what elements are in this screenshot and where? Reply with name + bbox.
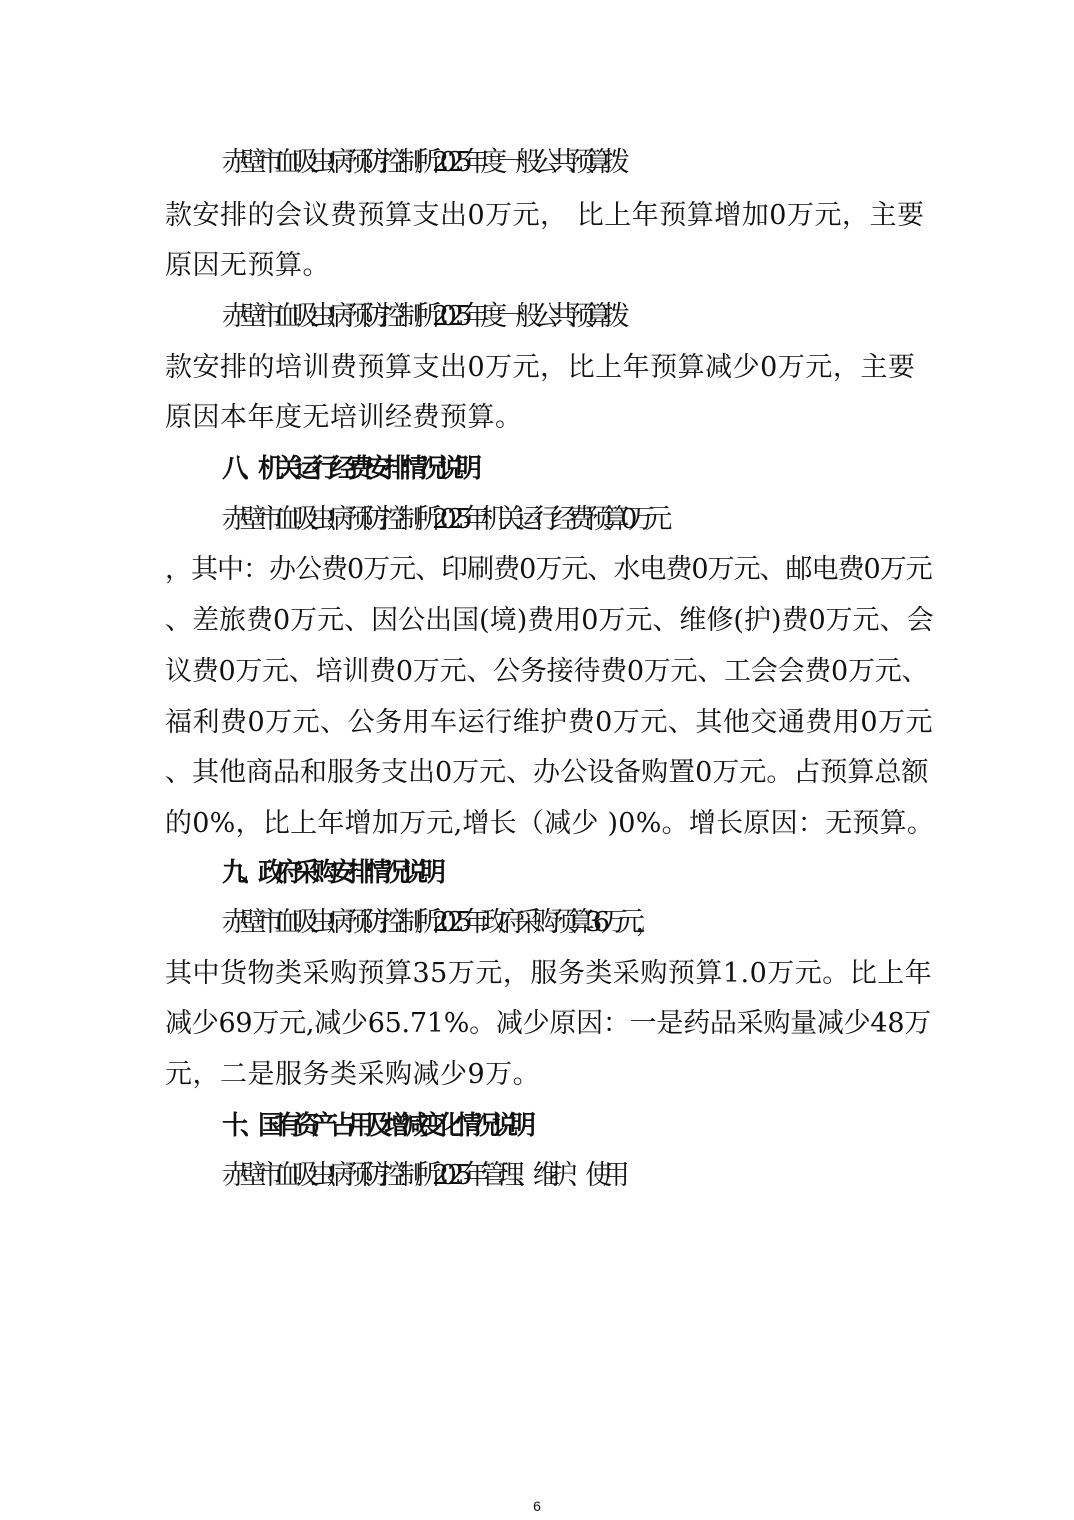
paragraph-operating-line: 、其他商品和服务支出0万元、办公设备购置0万元。占预算总额 — [165, 757, 929, 788]
paragraph-training-fee-line: 原因本年度无培训经费预算。 — [165, 402, 523, 433]
paragraph-operating-line: 的0%，比上年增加万元,增长（减少 )0%。增长原因：无预算。 — [165, 808, 935, 839]
paragraph-procurement-line: 元，二是服务类采购减少9万。 — [165, 1059, 541, 1090]
section-heading-operating: 八、机关运行经费安排情况说明 — [222, 454, 475, 484]
paragraph-procurement-line: 其中货物类采购预算35万元，服务类采购预算1.0万元。比上年 — [165, 958, 933, 989]
paragraph-procurement-line: 赤壁市血吸虫病预防控制所2025年政府采购预算36万元， — [222, 907, 654, 938]
paragraph-meeting-fee-line: 原因无预算。 — [165, 250, 330, 281]
paragraph-assets-line: 赤壁市血吸虫病预防控制所2025年管理、维护、使用 — [222, 1160, 621, 1191]
paragraph-meeting-fee-line: 赤壁市血吸虫病预防控制所2025年度一般公共预算拨 — [222, 147, 621, 178]
section-heading-procurement: 九、政府采购安排情况说明 — [222, 858, 439, 888]
paragraph-operating-line: 福利费0万元、公务用车运行维护费0万元、其他交通费用0万元 — [165, 707, 934, 738]
paragraph-procurement-line: 减少69万元,减少65.71%。减少原因：一是药品采购量减少48万 — [165, 1008, 931, 1039]
paragraph-training-fee-line: 赤壁市血吸虫病预防控制所2025年度一般公共预算拨 — [222, 301, 621, 332]
paragraph-training-fee-line: 款安排的培训费预算支出0万元，比上年预算减少0万元，主要 — [165, 352, 916, 383]
section-heading-assets: 十、国有资产占用及增减变化情况说明 — [222, 1111, 529, 1141]
paragraph-operating-line: 赤壁市血吸虫病预防控制所2025年机关运行经费预算0万元 — [222, 504, 663, 535]
paragraph-operating-line: 、差旅费0万元、因公出国(境)费用0万元、维修(护)费0万元、会 — [165, 605, 934, 636]
page-number: 6 — [533, 1498, 541, 1514]
paragraph-meeting-fee-line: 款安排的会议费预算支出0万元， 比上年预算增加0万元，主要 — [165, 200, 925, 231]
paragraph-operating-line: 议费0万元、培训费0万元、公务接待费0万元、工会会费0万元、 — [165, 656, 929, 687]
paragraph-operating-line: ，其中：办公费0万元、印刷费0万元、水电费0万元、邮电费0万元 — [165, 554, 932, 585]
